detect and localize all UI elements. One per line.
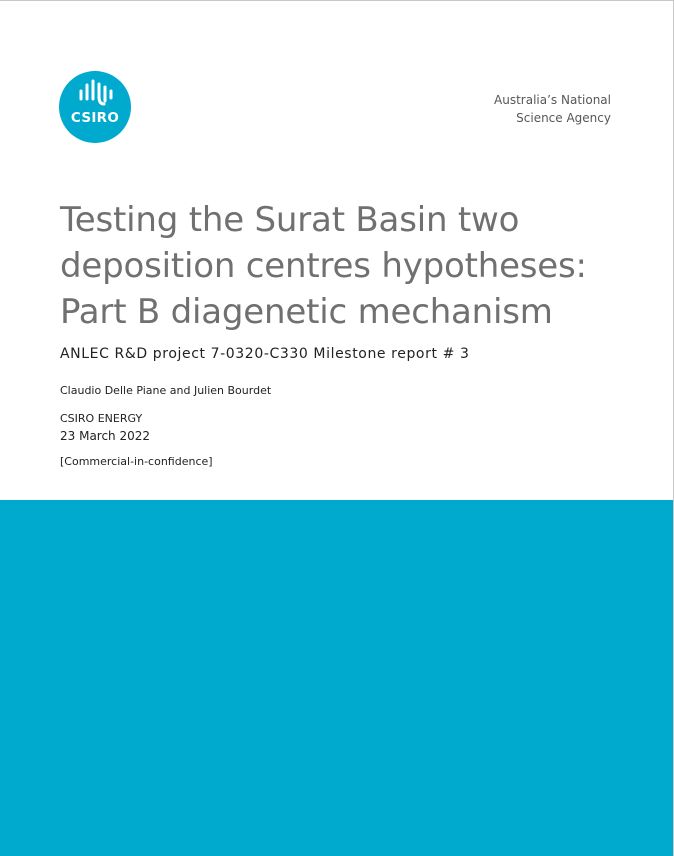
report-title-line-2: deposition centres hypotheses: bbox=[60, 246, 587, 286]
report-authors: Claudio Delle Piane and Julien Bourdet bbox=[60, 384, 272, 397]
agency-tagline bbox=[494, 91, 611, 127]
report-date: 23 March 2022 bbox=[60, 429, 151, 443]
tagline-line-2: Science Agency bbox=[516, 111, 611, 125]
csiro-logo-icon bbox=[59, 71, 131, 143]
logo-text: CSIRO bbox=[70, 110, 120, 126]
report-title-line-1: Testing the Surat Basin two bbox=[60, 200, 520, 240]
report-title bbox=[60, 197, 640, 335]
tagline-line-1: Australia’s National bbox=[494, 93, 611, 107]
report-division: CSIRO ENERGY bbox=[60, 412, 143, 425]
csiro-logo-waveform-icon bbox=[59, 71, 131, 143]
brand-color-band bbox=[0, 500, 674, 856]
report-title-line-3: Part B diagenetic mechanism bbox=[60, 292, 553, 332]
report-subtitle: ANLEC R&D project 7-0320-C330 Milestone report # 3 bbox=[60, 346, 470, 362]
confidentiality-notice: [Commercial-in-confidence] bbox=[60, 455, 213, 468]
